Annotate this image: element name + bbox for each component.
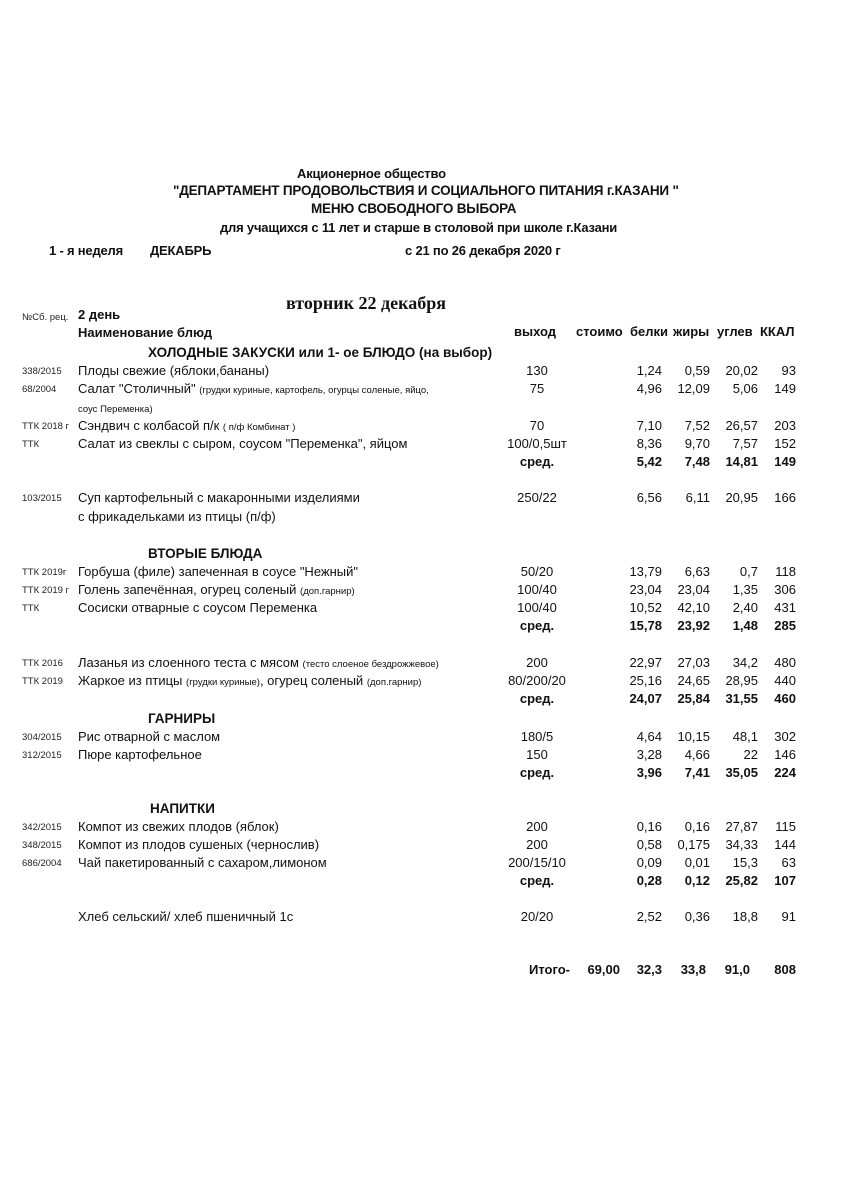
audience: для учащихся с 11 лет и старше в столовой при школе г.Казани (220, 220, 618, 235)
dish-output: 200 (526, 819, 548, 834)
avg-label: сред. (519, 454, 555, 469)
dish-fat: 10,15 (677, 729, 710, 744)
dish-name: Голень запечённая, огурец соленый (78, 582, 297, 597)
dish-fat: 23,04 (677, 582, 710, 597)
dish-output: 200 (526, 837, 548, 852)
dish-output: 70 (529, 418, 545, 433)
dish-kcal: 440 (774, 673, 796, 688)
avg-protein: 24,07 (629, 691, 662, 706)
dish-carbs: 0,7 (739, 564, 758, 579)
dish-protein: 13,79 (629, 564, 662, 579)
section-title-second: ВТОРЫЕ БЛЮДА (148, 546, 263, 561)
avg-row (0, 873, 848, 891)
total-label: Итого- (529, 962, 570, 977)
recipe-code: 312/2015 (22, 750, 62, 761)
avg-fat: 25,84 (677, 691, 710, 706)
dish-kcal: 152 (774, 436, 796, 451)
dish-carbs: 2,40 (732, 600, 758, 615)
avg-carbs: 35,05 (725, 765, 758, 780)
day-title: вторник 22 декабря (286, 293, 446, 313)
dish-fat: 6,11 (685, 490, 710, 505)
dish-fat: 27,03 (677, 655, 710, 670)
col-fat: жиры (673, 324, 710, 339)
col-cost: стоимо (576, 324, 623, 339)
dish-kcal: 118 (775, 564, 796, 579)
total-kcal: 808 (774, 962, 796, 977)
recipe-code: ТТК 2019 (22, 676, 63, 687)
col-name: Наименование блюд (78, 325, 213, 340)
menu-row (0, 490, 848, 508)
avg-fat: 23,92 (677, 618, 710, 633)
recipe-code: 103/2015 (22, 493, 62, 504)
dish-kcal: 306 (774, 582, 796, 597)
recipe-code: 686/2004 (22, 858, 62, 869)
menu-row (0, 819, 848, 837)
dish-kcal: 431 (774, 600, 796, 615)
col-output: выход (514, 324, 557, 339)
avg-protein: 0,28 (636, 873, 662, 888)
dish-protein: 2,52 (636, 909, 662, 924)
dish-kcal: 144 (774, 837, 796, 852)
avg-fat: 0,12 (684, 873, 710, 888)
dish-carbs: 15,3 (732, 855, 758, 870)
menu-row (0, 381, 848, 399)
menu-row (0, 909, 848, 927)
dish-name: Плоды свежие (яблоки,бананы) (78, 363, 270, 378)
dish-note: (доп.гарнир) (300, 586, 355, 597)
avg-carbs: 31,55 (725, 691, 758, 706)
dish-carbs: 20,02 (725, 363, 758, 378)
menu-row (0, 747, 848, 765)
recipe-code: ТТК 2016 (22, 658, 63, 669)
dish-kcal: 93 (781, 363, 796, 378)
menu-title: МЕНЮ СВОБОДНОГО ВЫБОРА (311, 201, 517, 216)
week-label: 1 - я неделя (49, 243, 123, 258)
avg-row (0, 765, 848, 783)
dish-name: Чай пакетированный с сахаром,лимоном (78, 855, 327, 870)
day-label: 2 день (78, 307, 121, 322)
total-cost: 69,00 (587, 962, 620, 977)
avg-row (0, 691, 848, 709)
menu-row (0, 729, 848, 747)
recipe-code: ТТК 2018 г (22, 421, 70, 432)
dish-kcal: 115 (775, 819, 796, 834)
dish-protein: 0,09 (636, 855, 662, 870)
dish-fat: 12,09 (677, 381, 710, 396)
menu-row (0, 673, 848, 691)
dish-name: Салат "Столичный" (78, 381, 196, 396)
dish-output: 150 (526, 747, 548, 762)
menu-row (0, 418, 848, 436)
dish-note-2: (доп.гарнир) (366, 677, 422, 688)
dish-carbs: 22 (743, 747, 758, 762)
menu-row (0, 655, 848, 673)
dish-output: 100/0,5шт (507, 436, 567, 451)
dish-fat: 42,10 (677, 600, 710, 615)
menu-row (0, 363, 848, 381)
col-carbs: углев (717, 324, 753, 339)
dish-note: (грудки куриные, картофель, огурцы соленые, яйцо, (199, 385, 429, 396)
dish-carbs: 20,95 (725, 490, 758, 505)
avg-fat: 7,48 (684, 454, 710, 469)
dish-output: 100/40 (517, 582, 557, 597)
avg-row (0, 454, 848, 472)
dish-fat: 4,66 (684, 747, 710, 762)
dish-note-continued: соус Переменка) (78, 404, 153, 415)
avg-kcal: 107 (774, 873, 796, 888)
recipe-no-label: №Сб. рец. (22, 312, 69, 323)
dish-carbs: 1,35 (732, 582, 758, 597)
dish-protein: 0,58 (636, 837, 662, 852)
dish-protein: 1,24 (636, 363, 662, 378)
menu-row (0, 582, 848, 600)
dish-output: 250/22 (517, 490, 557, 505)
period-label: с 21 по 26 декабря 2020 г (405, 243, 561, 258)
recipe-code: 68/2004 (22, 384, 57, 395)
dish-protein: 0,16 (636, 819, 662, 834)
avg-kcal: 224 (774, 765, 796, 780)
dish-fat: 9,70 (684, 436, 710, 451)
org-type: Акционерное общество (297, 166, 446, 181)
dish-name: Хлеб сельский/ хлеб пшеничный 1с (78, 909, 294, 924)
avg-kcal: 149 (774, 454, 796, 469)
avg-carbs: 14,81 (725, 454, 758, 469)
dish-output: 180/5 (520, 729, 554, 744)
avg-label: сред. (519, 873, 555, 888)
month-label: ДЕКАБРЬ (150, 243, 212, 258)
org-name: "ДЕПАРТАМЕНТ ПРОДОВОЛЬСТВИЯ И СОЦИАЛЬНОГО ПИТАНИЯ г.КАЗАНИ " (173, 183, 679, 198)
dish-protein: 22,97 (629, 655, 662, 670)
dish-name-continued: с фрикадельками из птицы (п/ф) (78, 509, 276, 524)
total-fat: 33,8 (680, 962, 706, 977)
dish-name-tail: , огурец соленый (259, 673, 364, 688)
total-protein: 32,3 (636, 962, 662, 977)
dish-kcal: 480 (774, 655, 796, 670)
dish-output: 80/200/20 (508, 673, 566, 688)
dish-carbs: 34,2 (732, 655, 758, 670)
recipe-code: ТТК (22, 603, 40, 614)
dish-fat: 0,16 (684, 819, 710, 834)
avg-kcal: 460 (774, 691, 796, 706)
menu-row (0, 600, 848, 618)
avg-label: сред. (519, 691, 555, 706)
dish-carbs: 28,95 (725, 673, 758, 688)
avg-protein: 5,42 (636, 454, 662, 469)
dish-carbs: 27,87 (725, 819, 758, 834)
dish-fat: 7,52 (684, 418, 710, 433)
dish-carbs: 18,8 (732, 909, 758, 924)
dish-kcal: 203 (774, 418, 796, 433)
dish-name: Суп картофельный с макаронными изделиями (78, 490, 360, 505)
dish-name: Сэндвич с колбасой п/к (78, 418, 220, 433)
avg-protein: 15,78 (629, 618, 662, 633)
dish-carbs: 48,1 (732, 729, 758, 744)
col-protein: белки (630, 324, 669, 339)
dish-fat: 0,01 (684, 855, 710, 870)
dish-name: Компот из свежих плодов (яблок) (78, 819, 279, 834)
dish-carbs: 5,06 (732, 381, 758, 396)
dish-kcal: 166 (774, 490, 796, 505)
col-kcal: ККАЛ (760, 324, 795, 339)
recipe-code: 338/2015 (22, 366, 62, 377)
recipe-code: 342/2015 (22, 822, 62, 833)
dish-name: Жаркое из птицы (78, 673, 183, 688)
dish-protein: 6,56 (636, 490, 662, 505)
avg-row (0, 618, 848, 636)
dish-name: Сосиски отварные с соусом Переменка (78, 600, 318, 615)
dish-kcal: 146 (774, 747, 796, 762)
dish-kcal: 91 (781, 909, 796, 924)
recipe-code: ТТК (22, 439, 40, 450)
recipe-code: 348/2015 (22, 840, 62, 851)
dish-protein: 10,52 (629, 600, 662, 615)
dish-name: Пюре картофельное (78, 747, 202, 762)
dish-protein: 3,28 (636, 747, 662, 762)
dish-kcal: 63 (781, 855, 796, 870)
dish-fat: 0,36 (684, 909, 710, 924)
dish-note: (грудки куриные) (186, 677, 260, 688)
dish-name: Лазанья из слоенного теста с мясом (78, 655, 299, 670)
dish-protein: 4,64 (636, 729, 662, 744)
avg-protein: 3,96 (636, 765, 662, 780)
dish-output: 100/40 (517, 600, 557, 615)
dish-output: 200/15/10 (508, 855, 566, 870)
dish-name: Салат из свеклы с сыром, соусом "Переменка", яйцом (78, 436, 408, 451)
menu-row (0, 564, 848, 582)
dish-note: (тесто слоеное бездрожжевое) (302, 659, 439, 670)
dish-output: 130 (526, 363, 548, 378)
recipe-code: 304/2015 (22, 732, 62, 743)
avg-label: сред. (519, 765, 555, 780)
recipe-code: ТТК 2019г (22, 567, 67, 578)
menu-row (0, 837, 848, 855)
dish-protein: 4,96 (636, 381, 662, 396)
avg-fat: 7,41 (684, 765, 710, 780)
dish-protein: 7,10 (636, 418, 662, 433)
dish-name: Компот из плодов сушеных (чернослив) (78, 837, 320, 852)
section-title-drinks: НАПИТКИ (150, 801, 215, 816)
dish-note: ( п/ф Комбинат ) (222, 422, 296, 433)
dish-carbs: 26,57 (725, 418, 758, 433)
avg-kcal: 285 (774, 618, 796, 633)
dish-name: Рис отварной с маслом (78, 729, 221, 744)
total-row (0, 962, 848, 980)
dish-output: 20/20 (520, 909, 554, 924)
recipe-code: ТТК 2019 г (22, 585, 70, 596)
dish-output: 50/20 (520, 564, 554, 579)
dish-fat: 6,63 (684, 564, 710, 579)
avg-label: сред. (519, 618, 555, 633)
avg-carbs: 25,82 (725, 873, 758, 888)
menu-row (0, 436, 848, 454)
dish-name: Горбуша (филе) запеченная в соусе "Нежный" (78, 564, 359, 579)
menu-row (0, 855, 848, 873)
total-carbs: 91,0 (724, 962, 750, 977)
section-title-cold: ХОЛОДНЫЕ ЗАКУСКИ или 1- ое БЛЮДО (на выбор) (148, 345, 493, 360)
dish-kcal: 149 (774, 381, 796, 396)
dish-carbs: 34,33 (725, 837, 758, 852)
dish-carbs: 7,57 (732, 436, 758, 451)
dish-protein: 23,04 (629, 582, 662, 597)
dish-protein: 8,36 (636, 436, 662, 451)
section-title-garnish: ГАРНИРЫ (148, 711, 216, 726)
dish-protein: 25,16 (629, 673, 662, 688)
dish-kcal: 302 (774, 729, 796, 744)
dish-output: 200 (526, 655, 548, 670)
dish-fat: 0,175 (677, 837, 710, 852)
dish-output: 75 (529, 381, 545, 396)
dish-fat: 0,59 (684, 363, 710, 378)
avg-carbs: 1,48 (732, 618, 758, 633)
dish-fat: 24,65 (677, 673, 710, 688)
